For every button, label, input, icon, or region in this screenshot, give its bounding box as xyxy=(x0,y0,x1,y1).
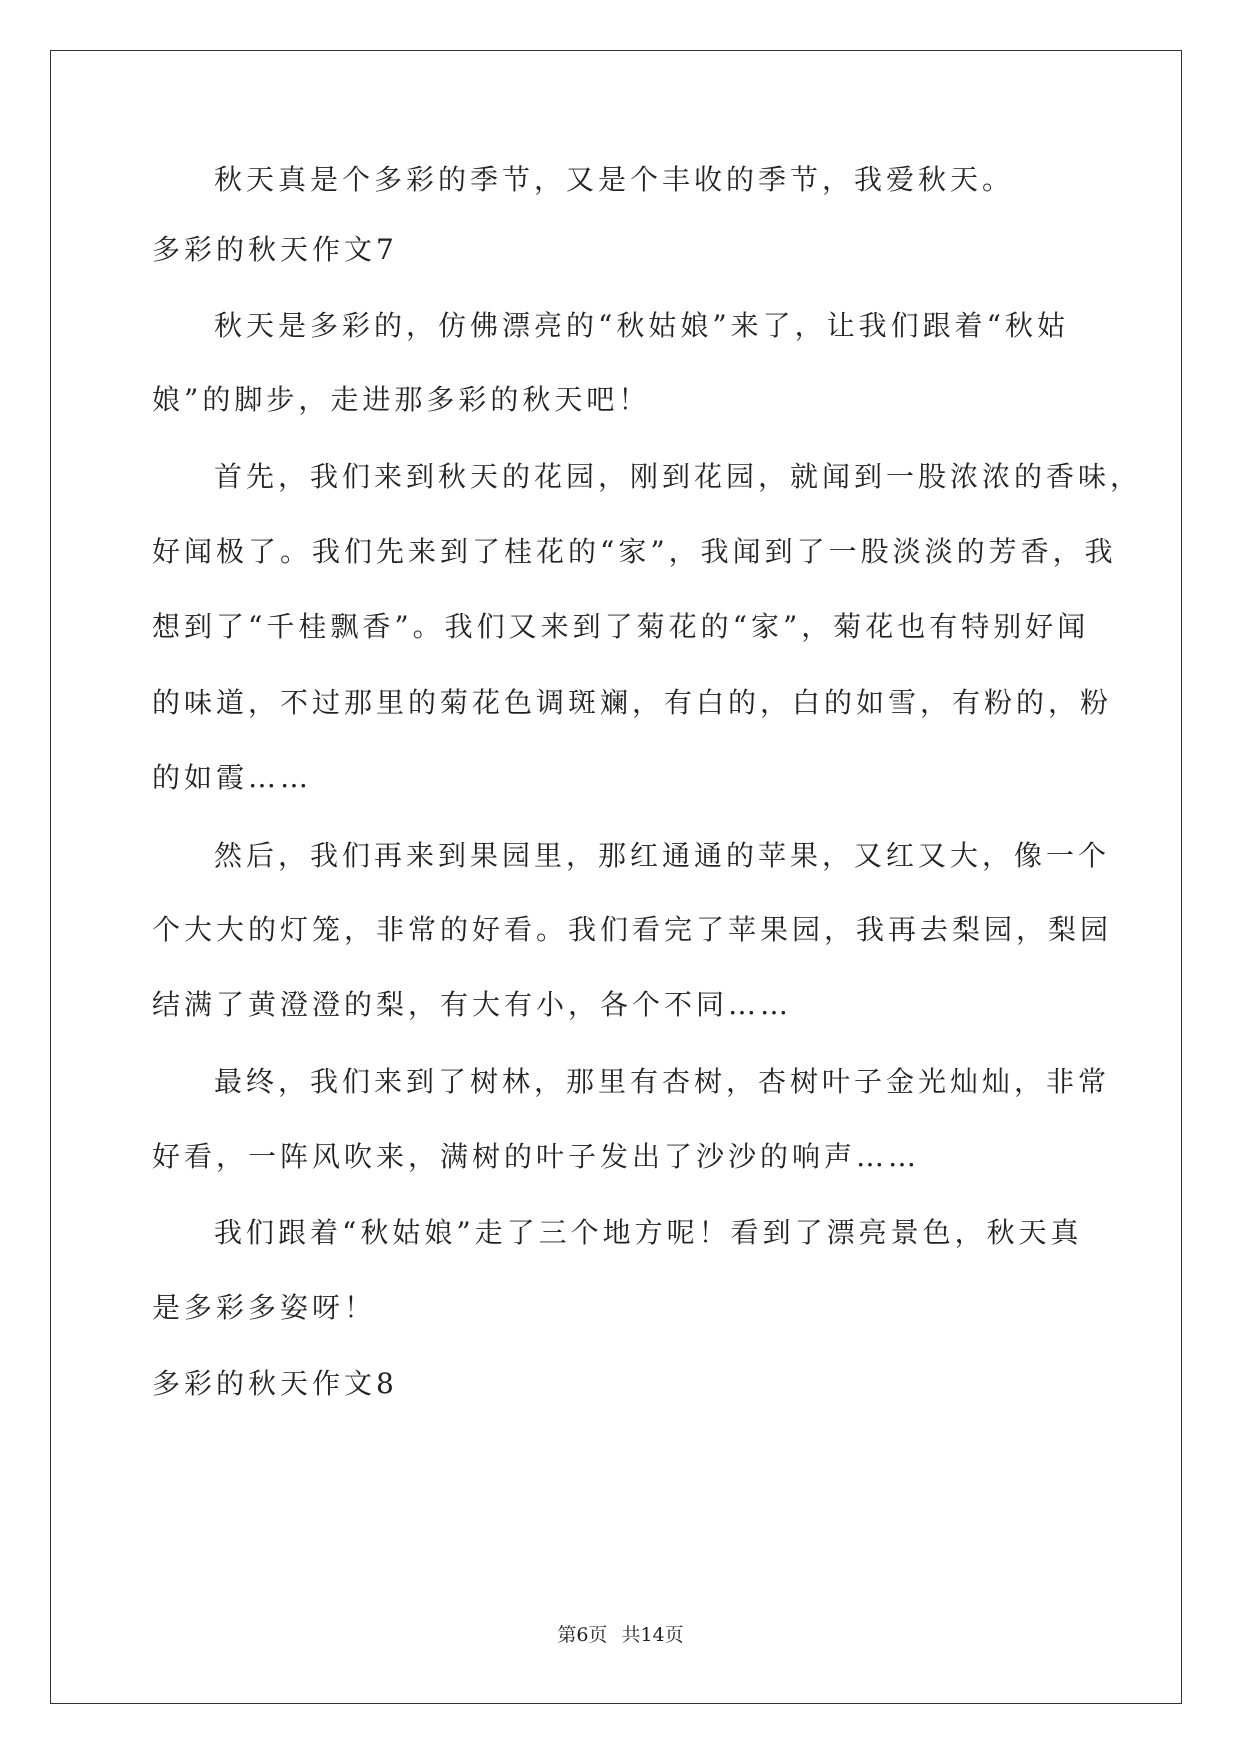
paragraph-line: 的味道，不过那里的菊花色调斑斓，有白的，白的如雪，有粉的，粉 xyxy=(152,686,1113,719)
paragraph-line: 然后，我们再来到果园里，那红通通的苹果，又红又大，像一个 xyxy=(214,839,1111,872)
section-heading: 多彩的秋天作文7 xyxy=(152,233,398,266)
paragraph-line: 好闻极了。我们先来到了桂花的“家”，我闻到了一股淡淡的芳香，我 xyxy=(152,535,1117,568)
paragraph-line: 娘”的脚步，走进那多彩的秋天吧！ xyxy=(152,383,651,416)
page-number: 第6页 xyxy=(557,1624,608,1646)
paragraph-line: 个大大的灯笼，非常的好看。我们看完了苹果园，我再去梨园，梨园 xyxy=(152,913,1113,946)
paragraph-line: 秋天真是个多彩的季节，又是个丰收的季节，我爱秋天。 xyxy=(214,163,1015,196)
paragraph-line: 是多彩多姿呀！ xyxy=(152,1291,377,1324)
paragraph-line: 的如霞…… xyxy=(152,761,313,794)
paragraph-line: 秋天是多彩的，仿佛漂亮的“秋姑娘”来了，让我们跟着“秋姑 xyxy=(214,309,1069,342)
page-total: 共14页 xyxy=(621,1624,684,1646)
section-heading: 多彩的秋天作文8 xyxy=(152,1367,398,1400)
paragraph-line: 我们跟着“秋姑娘”走了三个地方呢！看到了漂亮景色，秋天真 xyxy=(214,1216,1083,1249)
page-border xyxy=(50,50,1182,1704)
paragraph-line: 好看，一阵风吹来，满树的叶子发出了沙沙的响声…… xyxy=(152,1140,921,1173)
paragraph-line: 结满了黄澄澄的梨，有大有小，各个不同…… xyxy=(152,988,793,1021)
paragraph-line: 首先，我们来到秋天的花园，刚到花园，就闻到一股浓浓的香味， xyxy=(214,460,1143,493)
paragraph-line: 最终，我们来到了树林，那里有杏树，杏树叶子金光灿灿，非常 xyxy=(214,1065,1111,1098)
page-footer xyxy=(0,1620,1241,1647)
paragraph-line: 想到了“千桂飘香”。我们又来到了菊花的“家”，菊花也有特别好闻 xyxy=(152,610,1090,643)
